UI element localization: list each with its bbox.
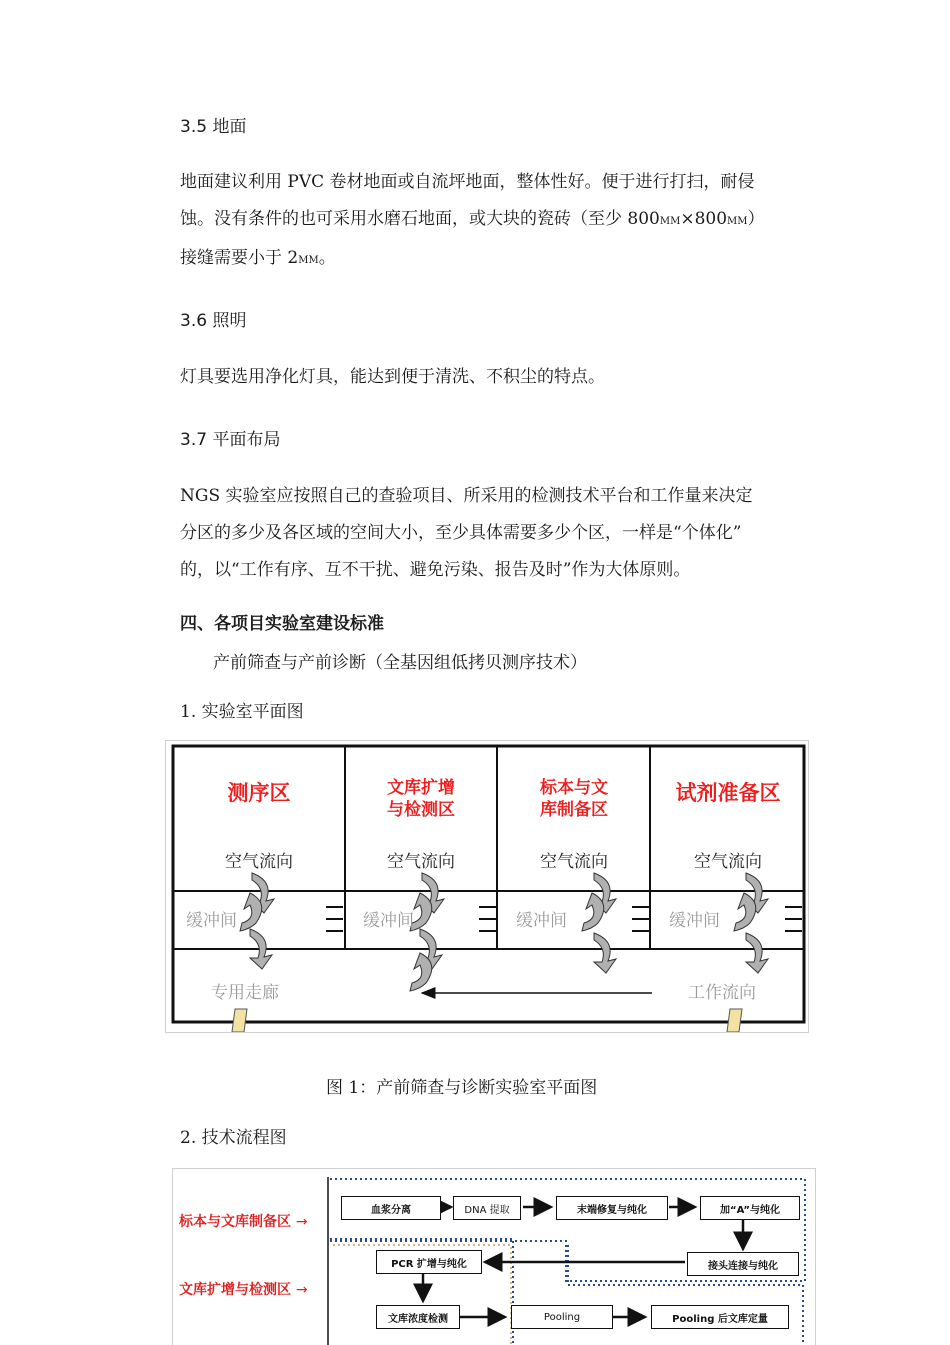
buffer-room-label: 缓冲间 [669, 911, 720, 931]
para-line: 蚀。没有条件的也可采用水磨石地面，或大块的瓷砖（至少 800MM×800MM） [180, 209, 765, 229]
buffer-room-label: 缓冲间 [516, 911, 567, 931]
room-amplification-label: 文库扩增 与检测区 [387, 778, 455, 820]
list-item-1: 1. 实验室平面图 [180, 702, 304, 722]
buffer-room-label: 缓冲间 [186, 911, 237, 931]
zone-library-prep-label: 标本与文库制备区 → [179, 1214, 308, 1230]
air-flow-label: 空气流向 [225, 852, 293, 872]
buffer-room-label: 缓冲间 [363, 911, 414, 931]
flow-step-plasma-separation: 血浆分离 [341, 1196, 441, 1220]
flow-step-adapter-ligation: 接头连接与纯化 [687, 1252, 799, 1276]
flowchart-figure [172, 1168, 816, 1345]
flow-step-library-qc: 文库浓度检测 [376, 1305, 460, 1329]
section-4-subtitle: 产前筛查与产前诊断（全基因组低拷贝测序技术） [213, 653, 587, 673]
floor-plan-figure [165, 740, 809, 1033]
para-line: 的，以“工作有序、互不干扰、避免污染、报告及时”作为大体原则。 [180, 560, 691, 580]
para-line: NGS 实验室应按照自己的查验项目、所采用的检测技术平台和工作量来决定 [180, 486, 753, 506]
flow-step-dna-extraction: DNA 提取 [453, 1196, 521, 1220]
section-3-5-title: 3.5 地面 [180, 117, 247, 137]
flow-step-end-repair: 末端修复与纯化 [556, 1196, 668, 1220]
corridor-label: 专用走廊 [211, 983, 279, 1003]
flow-step-pooling-quant: Pooling 后文库定量 [651, 1305, 789, 1329]
para-line: 接缝需要小于 2MM。 [180, 248, 336, 268]
flow-step-pcr: PCR 扩增与纯化 [376, 1250, 482, 1274]
air-flow-label: 空气流向 [694, 852, 762, 872]
para-line: 地面建议利用 PVC 卷材地面或自流坪地面，整体性好。便于进行打扫，耐侵 [180, 172, 755, 192]
para-line: 分区的多少及各区域的空间大小，至少具体需要多少个区，一样是“个体化” [180, 523, 742, 543]
room-sequencing-label: 测序区 [227, 781, 291, 805]
section-3-6-body: 灯具要选用净化灯具，能达到便于清洗、不积尘的特点。 [180, 367, 605, 387]
section-3-6-title: 3.6 照明 [180, 311, 247, 331]
air-flow-label: 空气流向 [387, 852, 455, 872]
list-item-2: 2. 技术流程图 [180, 1128, 287, 1148]
work-flow-label: 工作流向 [688, 983, 756, 1003]
section-4-title: 四、各项目实验室建设标准 [180, 614, 384, 634]
section-3-7-body [180, 478, 820, 589]
room-reagent-prep-label: 试剂准备区 [675, 781, 781, 805]
section-3-5-body [180, 164, 820, 279]
room-library-prep-label: 标本与文 库制备区 [540, 778, 608, 820]
flow-step-a-tailing: 加“A”与纯化 [700, 1196, 800, 1220]
air-flow-label: 空气流向 [540, 852, 608, 872]
figure-1-caption: 图 1：产前筛查与诊断实验室平面图 [326, 1078, 598, 1098]
zone-amplification-label: 文库扩增与检测区 → [179, 1282, 308, 1298]
section-3-7-title: 3.7 平面布局 [180, 430, 281, 450]
flow-step-pooling: Pooling [511, 1305, 613, 1329]
